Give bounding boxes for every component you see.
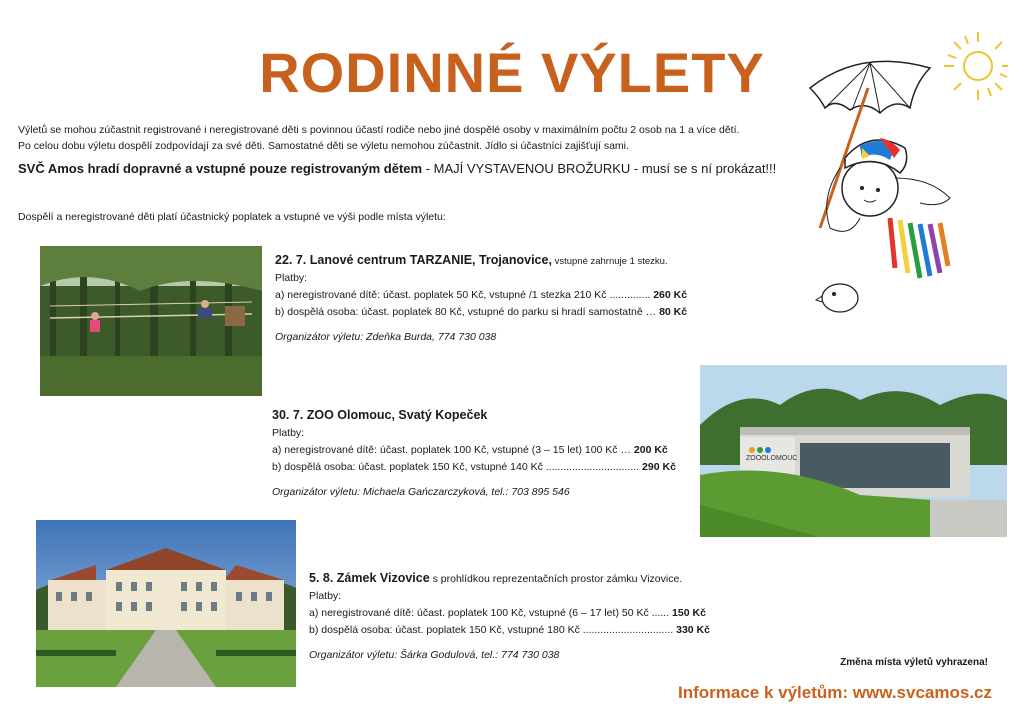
notice-rest: - MAJÍ VYSTAVENOU BROŽURKU - musí se s ní prokázat!!! xyxy=(422,161,777,176)
trip-heading xyxy=(272,407,702,425)
payment-line-b xyxy=(275,304,725,321)
zamek-vizovice-photo xyxy=(36,520,296,687)
trip-organizer: Organizátor výletu: Šárka Godulová, tel.: 774 730 038 xyxy=(309,649,560,661)
trip-vizovice xyxy=(309,570,749,664)
trip-heading xyxy=(275,252,725,270)
trip-heading-text: 22. 7. Lanové centrum TARZANIE, Trojanovice, xyxy=(275,253,552,267)
trip-organizer: Organizátor výletu: Michaela Gańczarczyková, tel.: 703 895 546 xyxy=(272,486,570,498)
registration-notice xyxy=(18,161,776,176)
payment-line-a-total: 150 Kč xyxy=(672,607,706,619)
payment-line-b xyxy=(309,622,749,639)
payment-line-b-text: b) dospělá osoba: účast. poplatek 150 Kč, vstupné 140 Kč ................................ xyxy=(272,461,640,473)
trip-heading xyxy=(309,570,749,588)
trip-zoo xyxy=(272,407,702,501)
trip-organizer: Organizátor výletu: Zdeňka Burda, 774 730 038 xyxy=(275,331,497,343)
trip-heading-note: s prohlídkou reprezentačních prostor zámku Vizovice. xyxy=(429,573,683,585)
zoo-sign-text: ZOOOLOMOUC xyxy=(746,455,798,462)
payment-line-b-total: 330 Kč xyxy=(676,624,710,636)
trip-heading-text: 30. 7. ZOO Olomouc, Svatý Kopeček xyxy=(272,408,488,422)
payment-line-b-text: b) dospělá osoba: účast. poplatek 80 Kč, vstupné do parku si hradí samostatně … xyxy=(275,306,657,318)
notice-bold: SVČ Amos hradí dopravné a vstupné pouze registrovaným dětem xyxy=(18,161,423,176)
payment-line-b-text: b) dospělá osoba: účast. poplatek 150 Kč, vstupné 180 Kč ............................... xyxy=(309,624,674,636)
girl-umbrella-illustration xyxy=(800,28,1010,328)
payment-line-a xyxy=(309,605,749,622)
payment-line-b-total: 80 Kč xyxy=(659,306,688,318)
trip-heading-text: 5. 8. Zámek Vizovice xyxy=(309,571,430,585)
info-link[interactable]: Informace k výletům: www.svcamos.cz xyxy=(678,683,992,702)
payment-line-a-text: a) neregistrované dítě: účast. poplatek 100 Kč, vstupné (3 – 15 let) 100 Kč … xyxy=(272,444,631,456)
sun-icon xyxy=(944,32,1008,100)
payment-line-a-text: a) neregistrované dítě: účast. poplatek 100 Kč, vstupné (6 – 17 let) 50 Kč ...... xyxy=(309,607,670,619)
payments-label: Platby: xyxy=(309,590,342,602)
payment-line-a-total: 200 Kč xyxy=(633,444,668,456)
intro-line-2: Po celou dobu výletu dospělí zodpovídají za své děti. Samostatné děti se výletu nemohou zúčastnit. Jídlo si účastníci zajišťují sami. xyxy=(18,140,629,152)
page-title: RODINNÉ VÝLETY xyxy=(259,41,765,104)
payment-line-b xyxy=(272,459,702,476)
intro-line-1: Výletů se mohou zúčastnit registrované i neregistrované děti s povinnou účastí rodiče nebo jiné dospělé osoby v maximálním počtu 2 osob na 1 a více dětí. xyxy=(18,124,740,136)
payment-line-a xyxy=(275,287,725,304)
payment-line-a-total: 260 Kč xyxy=(653,289,688,301)
tarzanie-photo xyxy=(40,246,262,396)
zoo-olomouc-photo xyxy=(700,365,1007,537)
payment-line-b-total: 290 Kč xyxy=(642,461,676,473)
payment-line-a-text: a) neregistrované dítě: účast. poplatek 50 Kč, vstupné /1 stezka 210 Kč .............. xyxy=(275,289,651,301)
change-notice: Změna místa výletů vyhrazena! xyxy=(840,657,988,668)
payments-label: Platby: xyxy=(275,272,308,284)
trip-heading-note: vstupné zahrnuje 1 stezku. xyxy=(551,256,668,267)
trip-tarzanie xyxy=(275,252,725,346)
payment-line-a xyxy=(272,442,702,459)
payments-label: Platby: xyxy=(272,427,305,439)
fees-line: Dospělí a neregistrované děti platí účastnický poplatek a vstupné ve výši podle místa výletu: xyxy=(18,211,446,223)
